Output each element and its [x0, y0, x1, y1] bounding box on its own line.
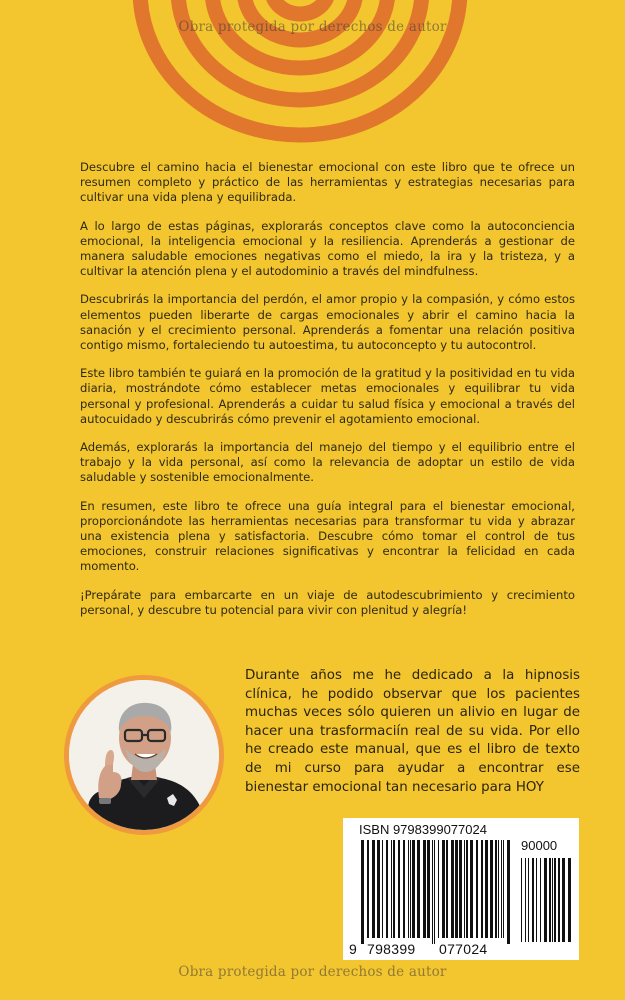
barcode-bar	[549, 858, 551, 942]
barcode-bar	[521, 858, 522, 942]
barcode-bar	[503, 840, 504, 938]
barcode-bar	[568, 858, 571, 942]
barcode-bar	[361, 840, 364, 944]
description-paragraph: A lo largo de estas páginas, explorarás conceptos clave como la autoconciencia emocional, la inteligencia emocional y la resiliencia. Aprenderás a gestionar de manera saludable emociones negativas como el miedo, la ira y la tristeza, y a cultivar la atención plena y el autodominio a través del mindfulness.	[80, 218, 575, 279]
barcode-bar	[377, 840, 380, 938]
description-paragraph: Descubrirás la importancia del perdón, el amor propio y la compasión, y cómo estos elementos pueden liberarte de cargas emocionales y abrir el camino hacia la sanación y el crecimiento personal. Aprenderás a fomentar una relación positiva contigo mismo, fortaleciendo tu autoestima, tu autoconcepto y tu autocontrol.	[80, 292, 575, 353]
barcode-bar	[495, 840, 497, 938]
barcode-bar	[558, 858, 560, 942]
barcode-bar	[466, 840, 468, 938]
copyright-watermark-top: Obra protegida por derechos de autor	[178, 19, 447, 35]
isbn-label: ISBN 9798399077024	[359, 822, 487, 837]
barcode-bar	[438, 840, 439, 938]
barcode-bar	[464, 840, 465, 938]
barcode-bar	[485, 840, 488, 938]
description-paragraph: ¡Prepárate para embarcarte en un viaje de autodescubrimiento y crecimiento personal, y descubre tu potencial para vivir con plenitud y alegría!	[80, 587, 575, 617]
barcode-bar	[481, 840, 483, 938]
barcode-bar	[540, 858, 541, 942]
barcode-bar	[442, 840, 445, 938]
barcode-bars	[343, 818, 579, 960]
author-photo	[64, 675, 224, 835]
barcode-bar	[455, 840, 458, 938]
description-paragraph: Además, explorarás la importancia del manejo del tiempo y el equilibrio entre el trabajo y la vida personal, así como la relevancia de adoptar un estilo de vida saludable y sostenible emocionalmente.	[80, 440, 575, 485]
author-portrait-illustration	[69, 680, 219, 830]
author-bio: Durante años me he dedicado a la hipnosis clínica, he podido observar que los pacientes muchas veces sólo quieren un alivio en lugar de hacer una trasformaciín real de su vida. Por ello he creado este manual, que es el libro de texto de mi curso para ayudar a encontrar ese bienestar emocional tan necesario para HOY	[245, 668, 580, 795]
description-paragraph: En resumen, este libro te ofrece una guía integral para el bienestar emocional, proporcionándote las herramientas necesarias para transformar tu vida y abrazar una existencia plena y satisfactoria. Descubre cómo tomar el control de tus emociones, construir relaciones significativas y encontrar la felicidad en cada momento.	[80, 498, 575, 574]
barcode-bar	[525, 858, 526, 942]
barcode-bar	[528, 858, 529, 942]
spiral-ring-inner	[272, 0, 328, 14]
barcode-bar	[459, 840, 462, 938]
barcode-bar	[501, 840, 502, 938]
isbn-barcode	[343, 818, 579, 960]
isbn-digits-group-2: 077024	[439, 941, 488, 957]
barcode-bar	[412, 840, 415, 938]
barcode-bar	[451, 840, 454, 938]
barcode-bar	[552, 858, 553, 942]
price-code: 90000	[521, 838, 558, 853]
barcode-bar	[470, 840, 473, 938]
barcode-bar	[367, 840, 369, 938]
copyright-watermark-bottom: Obra protegida por derechos de autor	[178, 964, 447, 980]
barcode-bar	[423, 840, 426, 938]
description-text	[80, 160, 575, 631]
barcode-bar	[398, 840, 400, 938]
barcode-bar	[393, 840, 395, 938]
barcode-bar	[410, 840, 411, 938]
barcode-bar	[386, 840, 388, 938]
barcode-bar	[391, 840, 392, 938]
description-paragraph: Este libro también te guiará en la promoción de la gratitud y la positividad en tu vida diaria, mostrándote cómo establecer metas emocionales y equilibrar tu vida personal y profesional. Aprenderás a cuidar tu salud física y emocional a través del autocuidado y descubrirás cómo prevenir el agotamiento emocional.	[80, 366, 575, 426]
barcode-bar	[427, 840, 430, 938]
barcode-bar	[417, 840, 420, 938]
barcode-bar	[372, 840, 375, 938]
barcode-bar	[562, 858, 565, 942]
barcode-bar	[403, 840, 405, 938]
barcode-bar	[536, 858, 537, 942]
barcode-bar	[507, 840, 510, 944]
barcode-bar	[382, 840, 383, 938]
barcode-bar	[490, 840, 493, 938]
barcode-bar	[476, 840, 478, 938]
barcode-bar	[498, 840, 499, 938]
isbn-digits-group-1: 798399	[367, 941, 416, 957]
isbn-digit-lead: 9	[349, 941, 358, 957]
barcode-bar	[532, 858, 534, 942]
barcode-bar	[554, 858, 556, 942]
barcode-bar	[544, 858, 547, 942]
description-paragraph: Descubre el camino hacia el bienestar emocional con este libro que te ofrece un resumen completo y práctico de las herramientas y estrategias necesarias para cultivar una vida plena y equilibrada.	[80, 160, 575, 205]
barcode-bar	[408, 840, 409, 938]
barcode-bar	[432, 840, 433, 944]
barcode-bar	[434, 840, 435, 944]
barcode-bar	[446, 840, 448, 938]
